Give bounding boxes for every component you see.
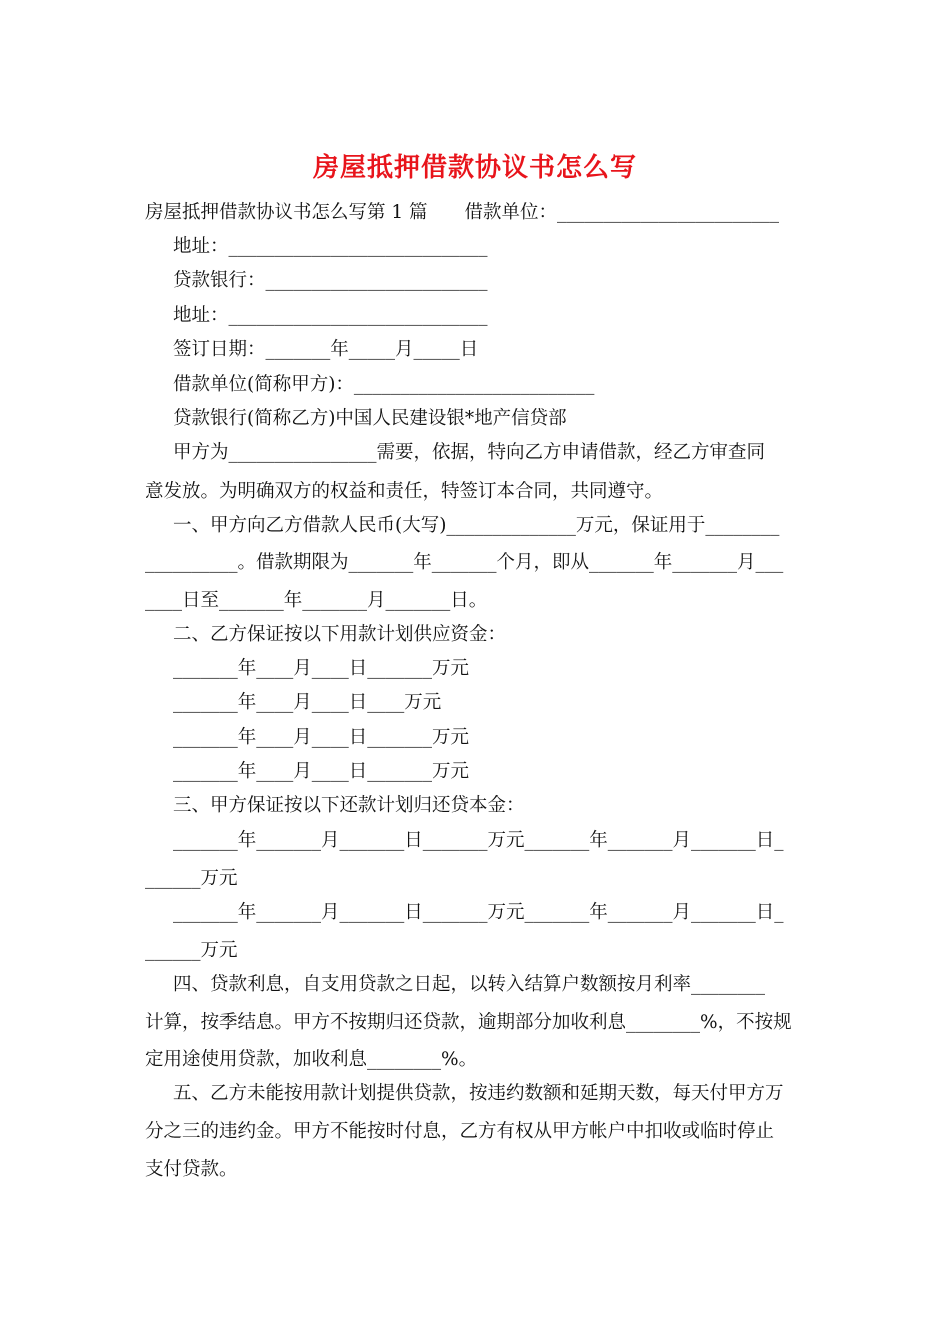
- schedule-line: _______年____月____日_______万元: [173, 761, 470, 782]
- clause-1-line: __________。借款期限为_______年_______个月，即从_______年_______月___: [145, 552, 784, 573]
- signing-date-line: 签订日期：_______年_____月_____日: [173, 339, 479, 360]
- clause-5-line: 支付贷款。: [145, 1159, 238, 1180]
- document-title: 房屋抵押借款协议书怎么写: [312, 153, 637, 183]
- paragraph-line: 意发放。为明确双方的权益和责任，特签订本合同，共同遵守。: [145, 481, 664, 502]
- clause-5-line: 分之三的违约金。甲方不能按时付息，乙方有权从甲方帐户中扣收或临时停止: [145, 1121, 775, 1142]
- clause-4-line: 四、贷款利息，自支用贷款之日起，以转入结算户数额按月利率________: [173, 974, 766, 995]
- repayment-line: _______年_______月_______日_______万元_______年_______月_______日_: [173, 902, 784, 923]
- schedule-line: _______年____月____日____万元: [173, 692, 442, 713]
- clause-4-line: 定用途使用贷款，加收利息________%。: [145, 1049, 478, 1070]
- schedule-line: _______年____月____日_______万元: [173, 658, 470, 679]
- address-line-2: 地址：____________________________: [173, 305, 488, 326]
- schedule-line: _______年____月____日_______万元: [173, 727, 470, 748]
- lender-line: 贷款银行(简称乙方)中国人民建设银*地产信贷部: [173, 408, 567, 429]
- borrower-line: 借款单位(简称甲方)：__________________________: [173, 374, 595, 395]
- repayment-line: ______万元: [145, 940, 238, 961]
- clause-2-heading: 二、乙方保证按以下用款计划供应资金：: [173, 624, 507, 645]
- clause-1-line: ____日至_______年_______月_______日。: [145, 590, 488, 611]
- clause-3-heading: 三、甲方保证按以下还款计划归还贷本金：: [173, 795, 525, 816]
- paragraph-line: 甲方为________________需要，依据，特向乙方申请借款，经乙方审查同: [173, 442, 766, 463]
- clause-4-line: 计算，按季结息。甲方不按期归还贷款，逾期部分加收利息________%，不按规: [145, 1012, 792, 1033]
- intro-line: 房屋抵押借款协议书怎么写第 1 篇 借款单位：________________________: [145, 202, 780, 223]
- loan-bank-line: 贷款银行：________________________: [173, 270, 488, 291]
- clause-1-line: 一、甲方向乙方借款人民币(大写)______________万元，保证用于________: [173, 515, 780, 536]
- clause-5-line: 五、乙方未能按用款计划提供贷款，按违约数额和延期天数，每天付甲方万: [173, 1083, 784, 1104]
- repayment-line: ______万元: [145, 868, 238, 889]
- address-line-1: 地址：____________________________: [173, 236, 488, 257]
- repayment-line: _______年_______月_______日_______万元_______年_______月_______日_: [173, 830, 784, 851]
